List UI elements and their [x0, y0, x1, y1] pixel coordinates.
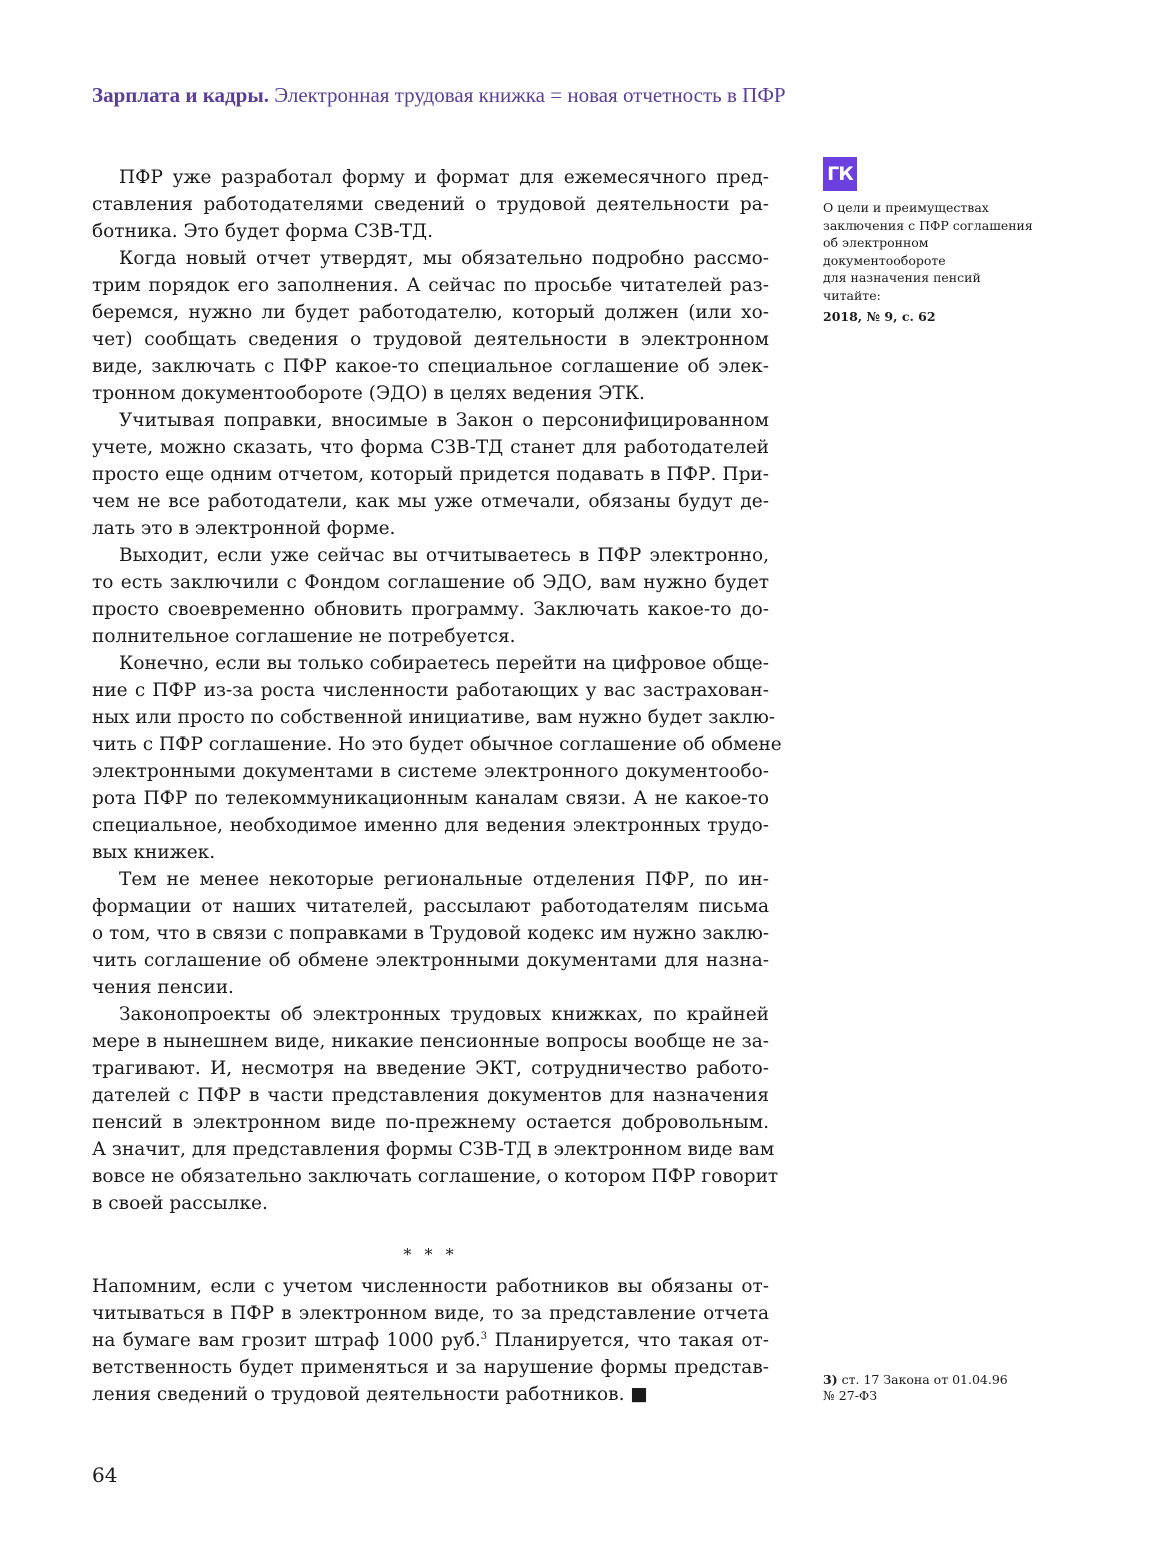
text-line: в своей рассылке.: [92, 1193, 268, 1214]
text-line: рота ПФР по телекоммуникационным каналам связи. А не какое-то: [92, 788, 769, 809]
text-line: чем не все работодатели, как мы уже отмечали, обязаны будут де-: [92, 491, 769, 512]
header-title: Электронная трудовая книжка = новая отчетность в ПФР: [274, 83, 786, 107]
text-line: вовсе не обязательно заключать соглашение, о котором ПФР говорит: [92, 1166, 779, 1187]
sidebar-note: [823, 199, 1043, 326]
footnote-mark: 3): [823, 1372, 838, 1387]
text-line: просто своевременно обновить программу. Заключать какое-то до-: [92, 599, 769, 620]
text-line: беремся, нужно ли будет работодателю, который должен (или хо-: [92, 302, 769, 323]
page-number: 64: [92, 1463, 118, 1487]
text-line: полнительное соглашение не потребуется.: [92, 626, 516, 647]
sidebar-line: читайте:: [823, 287, 881, 303]
sidebar-line: заключения с ПФР соглашения: [823, 217, 1033, 233]
text-line: электронными документами в системе электронного документообо-: [92, 761, 769, 782]
text-line: читываться в ПФР в электронном виде, то за представление отчета: [92, 1303, 769, 1324]
sidebar-reference: 2018, № 9, с. 62: [823, 309, 936, 324]
text-line: [92, 1327, 769, 1354]
footnote-ref: 3: [480, 1330, 488, 1342]
text-line: Выходит, если уже сейчас вы отчитываетесь в ПФР электронно,: [119, 545, 769, 566]
footnote-text-2: № 27-ФЗ: [823, 1388, 878, 1403]
text-line: специальное, необходимое именно для ведения электронных трудо-: [92, 815, 769, 836]
sidebar-line: для назначения пенсий: [823, 270, 981, 285]
text-line: чить с ПФР соглашение. Но это будет обычное соглашение об обмене: [92, 734, 782, 755]
text-line: лать это в электронной форме.: [92, 518, 396, 539]
main-text-column: [92, 164, 782, 1217]
text-line: ние с ПФР из-за роста численности работающих у вас застрахован-: [92, 680, 769, 701]
final-paragraph: [92, 1273, 769, 1408]
section-separator: * * *: [403, 1245, 458, 1264]
text-line: ных или просто по собственной инициативе, вам нужно будет заклю-: [92, 707, 776, 728]
text-line: мере в нынешнем виде, никакие пенсионные вопросы вообще не за-: [92, 1031, 769, 1052]
text-segment: на бумаге вам грозит штраф 1000 руб.: [92, 1330, 481, 1351]
text-line: трагивают. И, несмотря на введение ЭКТ, сотрудничество работо-: [92, 1058, 769, 1079]
footnote: [823, 1372, 1008, 1404]
text-line: А значит, для представления формы СЗВ-ТД в электронном виде вам: [92, 1139, 775, 1160]
text-line: Законопроекты об электронных трудовых книжках, по крайней: [119, 1004, 769, 1025]
header-section: Зарплата и кадры.: [92, 83, 270, 107]
sidebar-line: об электронном: [823, 235, 929, 250]
text-line: ставления работодателями сведений о трудовой деятельности ра-: [92, 194, 769, 215]
text-line: учете, можно сказать, что форма СЗВ-ТД станет для работодателей: [92, 437, 769, 458]
text-line: Конечно, если вы только собираетесь перейти на цифровое обще-: [119, 653, 769, 674]
footnote-text: ст. 17 Закона от 01.04.96: [837, 1372, 1008, 1387]
text-line: трим порядок его заполнения. А сейчас по просьбе читателей раз-: [92, 275, 769, 296]
text-line: Когда новый отчет утвердят, мы обязательно подробно рассмо-: [119, 248, 769, 269]
text-line: ботника. Это будет форма СЗВ-ТД.: [92, 221, 433, 242]
text-line: ПФР уже разработал форму и формат для ежемесячного пред-: [119, 167, 769, 188]
text-line: чет) сообщать сведения о трудовой деятельности в электронном: [92, 329, 769, 350]
text-line: Тем не менее некоторые региональные отделения ПФР, по ин-: [119, 869, 769, 890]
text-line: чить соглашение об обмене электронными документами для назна-: [92, 950, 769, 971]
text-line: вых книжек.: [92, 842, 216, 863]
text-line: виде, заключать с ПФР какое-то специальное соглашение об элек-: [92, 356, 769, 377]
text-segment: Планируется, что такая от-: [487, 1330, 769, 1351]
text-line: о том, что в связи с поправками в Трудовой кодекс им нужно заклю-: [92, 923, 770, 944]
text-line: тронном документообороте (ЭДО) в целях ведения ЭТК.: [92, 383, 645, 404]
sidebar-line: документообороте: [823, 252, 946, 268]
text-line: ления сведений о трудовой деятельности работников. ■: [92, 1384, 648, 1405]
gk-logo-icon: ГК: [823, 157, 857, 191]
text-line: Напомним, если с учетом численности работников вы обязаны от-: [92, 1276, 769, 1297]
running-header: [92, 83, 786, 108]
text-line: формации от наших читателей, рассылают работодателям письма: [92, 896, 769, 917]
text-line: просто еще одним отчетом, который придется подавать в ПФР. При-: [92, 464, 769, 485]
text-line: ветственность будет применяться и за нарушение формы представ-: [92, 1357, 769, 1378]
text-line: чения пенсии.: [92, 977, 234, 998]
text-line: пенсий в электронном виде по-прежнему остается добровольным.: [92, 1112, 769, 1133]
text-line: то есть заключили с Фондом соглашение об ЭДО, вам нужно будет: [92, 572, 769, 593]
text-line: Учитывая поправки, вносимые в Закон о персонифицированном: [119, 410, 769, 431]
sidebar-line: О цели и преимуществах: [823, 200, 989, 215]
text-line: дателей с ПФР в части представления документов для назначения: [92, 1085, 769, 1106]
